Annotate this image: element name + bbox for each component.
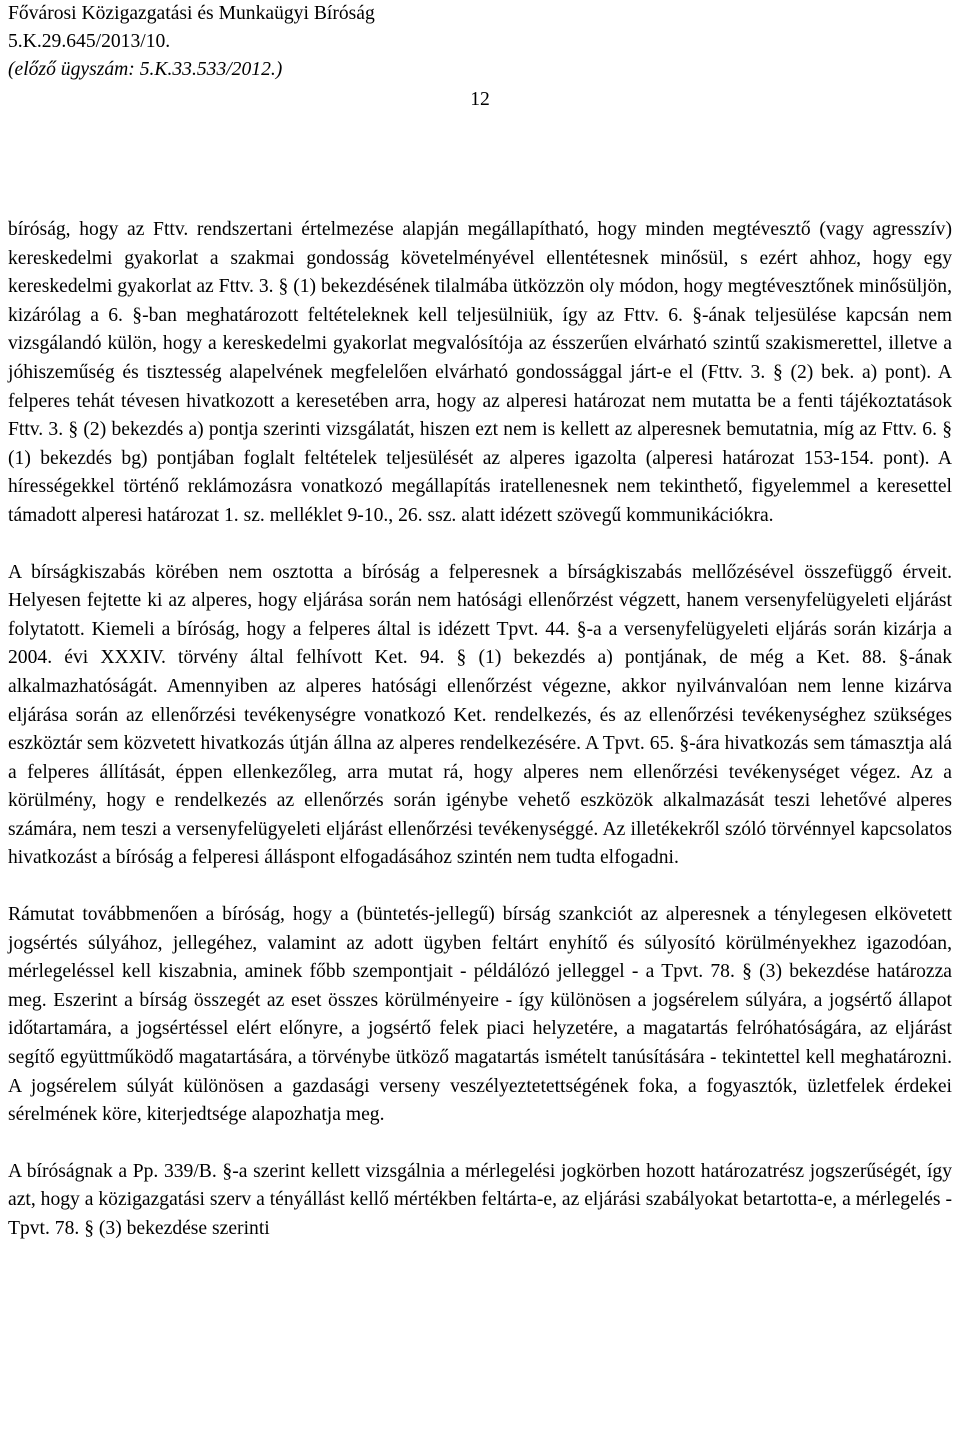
paragraph: A bírságkiszabás körében nem osztotta a bíróság a felperesnek a bírságkiszabás mellőzésével összefüggő érveit. Helyesen fejtette ki az alperes, hogy eljárása során nem hatósági ellenőrzést végzett, hanem versenyfelügyeleti eljárást folytatott. Kiemeli a bíróság, hogy a felperes által is idézett Tpvt. 44. §-a a versenyfelügyeleti eljárás során kizárja a 2004. évi XXXIV. törvény által felhívott Ket. 94. § (1) bekezdés a) pontjának, de még a Ket. 88. §-ának alkalmazhatóságát. Amennyiben az alperes hatósági ellenőrzést végezne, akkor nyilvánvalóan nem lenne kizárva eljárása során az ellenőrzési tevékenységre vonatkozó Ket. rendelkezés, és az ellenőrzési tevékenységhez szükséges eszköztár sem közvetett hivatkozás útján állna az alperes rendelkezésére. A Tpvt. 65. §-ára hivatkozás sem támasztja alá a felperes állítását, éppen ellenkezőleg, arra mutat rá, hogy alperes nem ellenőrzési tevékenységet végez. Az a körülmény, hogy e rendelkezés az ellenőrzés során igénybe vehető eszközök alkalmazását teszi lehetővé alperes számára, nem teszi a versenyfelügyeleti eljárást ellenőrzési tevékenységgé. Az illetékekről szóló törvénnyel kapcsolatos hivatkozást a bíróság a felperesi álláspont elfogadásához szintén nem tudta elfogadni. [8,561,952,869]
page-number: 12 [470,89,490,110]
document-body [8,216,952,1272]
case-number: 5.K.29.645/2013/10. [8,31,171,52]
document-header [8,0,948,84]
paragraph: bíróság, hogy az Fttv. rendszertani értelmezése alapján megállapítható, hogy minden megtévesztő (vagy agresszív) kereskedelmi gyakorlat a szakmai gondosság követelményével ellentétesnek minősül, s ezért ahhoz, hogy egy kereskedelmi gyakorlat az Fttv. 3. § (1) bekezdésének tilalmába ütközzön oly módon, hogy megtévesztőnek minősüljön, kizárólag a 6. §-ban meghatározott feltételeknek kell teljesülniük, így az Fttv. 6. §-ának teljesülése kapcsán nem vizsgálandó külön, hogy a kereskedelmi gyakorlat megvalósítója az ésszerűen elvárható szintű szakismerettel, illetve a jóhiszeműség és tisztesség alapelvének megfelelően elvárható gondossággal járt-e el (Fttv. 3. § (2) bek. a) pont). A felperes tehát tévesen hivatkozott a keresetében arra, hogy az alperesi határozat nem mutatta be a fenti tájékoztatások Fttv. 3. § (2) bekezdés a) pontja szerinti vizsgálatát, hiszen ezt nem is kellett az alperesnek bemutatnia, míg az Fttv. 6. § (1) bekezdés bg) pontjában foglalt feltételek teljesülését az alperes igazolta (alperesi határozat 153-154. pont). A hírességekkel történő reklámozásra vonatkozó megállapítás iratellenesnek nem tekinthető, figyelemmel a keresettel támadott alperesi határozat 1. sz. melléklet 9-10., 26. ssz. alatt idézett szövegű kommunikációkra. [8,219,952,526]
court-name: Fővárosi Közigazgatási és Munkaügyi Bíróság [8,3,375,24]
paragraph: A bíróságnak a Pp. 339/B. §-a szerint kellett vizsgálnia a mérlegelési jogkörben hozott határozatrész jogszerűségét, így azt, hogy a közigazgatási szerv a tényállást kellő mértékben feltárta-e, az eljárási szabályokat betartotta-e, a mérlegelés - Tpvt. 78. § (3) bekezdése szerinti [8,1160,952,1239]
paragraph: Rámutat továbbmenően a bíróság, hogy a (büntetés-jellegű) bírság szankciót az alperesnek a ténylegesen elkövetett jogsértés súlyához, jellegéhez, valamint az adott ügyben feltárt enyhítő és súlyosító körülményekhez igazodóan, mérlegeléssel kell kiszabnia, aminek főbb szempontjait - példálózó jelleggel - a Tpvt. 78. § (3) bekezdése határozza meg. Eszerint a bírság összegét az eset összes körülményeire - így különösen a jogsérelem súlyára, a jogsértő állapot időtartamára, a jogsértéssel elért előnyre, a jogsértő felek piaci helyzetére, a magatartás felróhatóságára, az eljárást segítő együttműködő magatartására, a törvénybe ütköző magatartás ismételt tanúsítására - tekintettel kell meghatározni. A jogsérelem súlyát különösen a gazdasági verseny veszélyeztetettségének foka, a fogyasztók, üzletfelek érdekei sérelmének köre, kiterjedtsége alapozhatja meg. [8,904,952,1126]
previous-case-number: (előző ügyszám: 5.K.33.533/2012.) [8,59,283,80]
